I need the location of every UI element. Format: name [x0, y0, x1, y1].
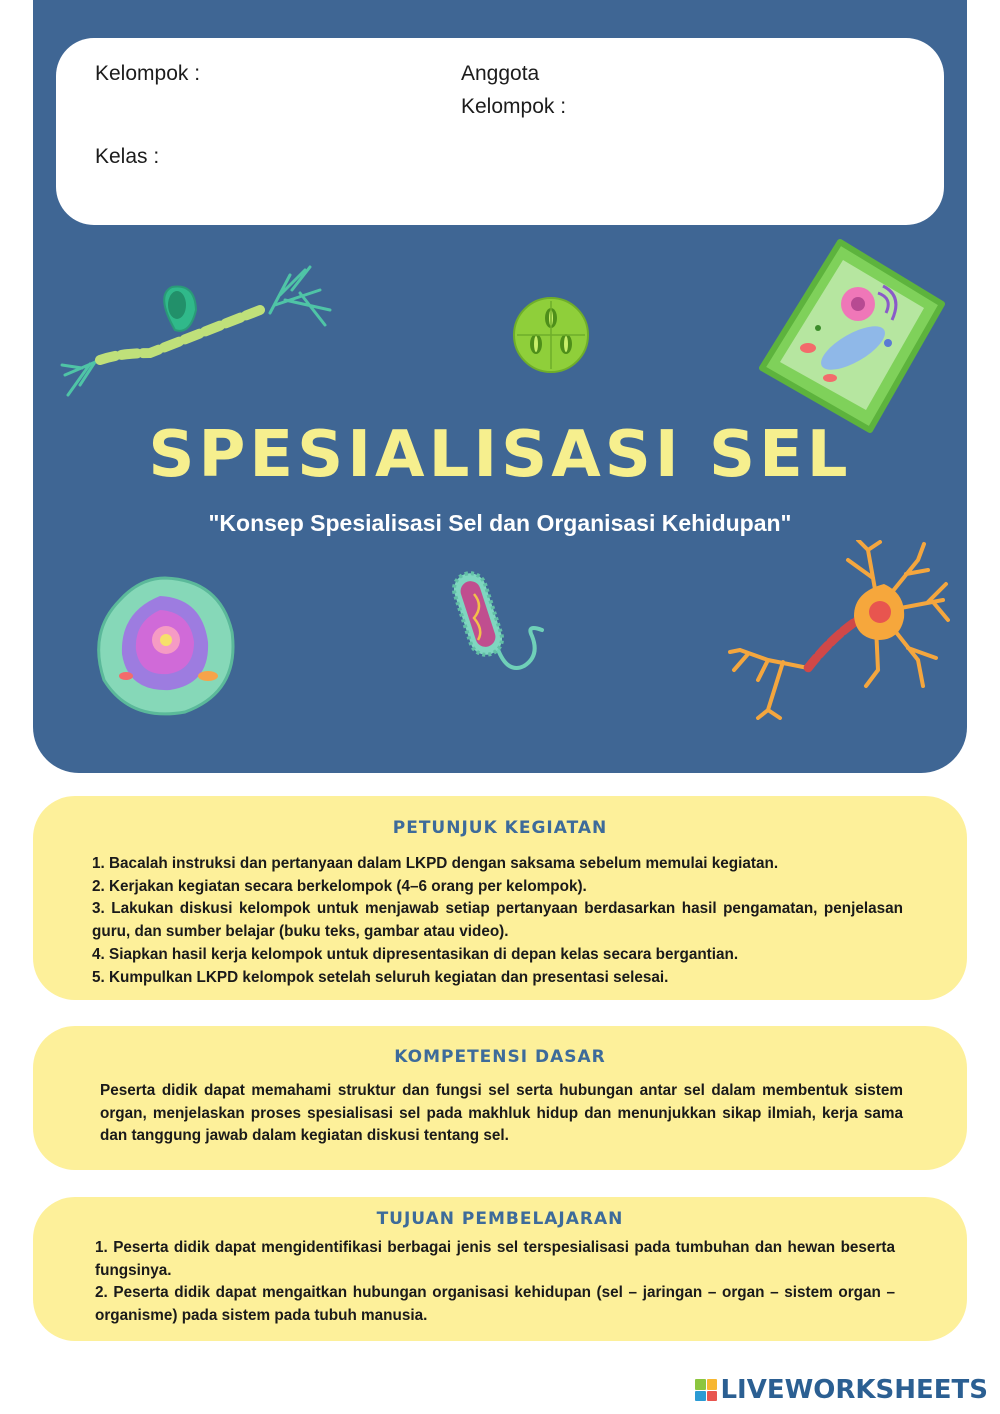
list-item: 1. Peserta didik dapat mengidentifikasi berbagai jenis sel terspesialisasi pada tumbuhan dan hewan beserta fungsinya.	[95, 1239, 895, 1279]
list-item: 3. Lakukan diskusi kelompok untuk menjawab setiap pertanyaan berdasarkan hasil pengamatan, penjelasan guru, dan sumber belajar (buku teks, gambar atau video).	[92, 900, 903, 941]
list-item: 4. Siapkan hasil kerja kelompok untuk dipresentasikan di depan kelas secara bergantian.	[92, 945, 739, 963]
members-label-line1: Anggota	[461, 62, 540, 85]
neuron-cell-icon	[60, 265, 340, 415]
instructions-heading: PETUNJUK KEGIATAN	[392, 818, 608, 838]
objectives-heading: TUJUAN PEMBELAJARAN	[376, 1209, 624, 1229]
animal-cell-icon	[90, 572, 240, 722]
class-label: Kelas :	[95, 145, 160, 168]
list-item: 5. Kumpulkan LKPD kelompok setelah seluruh kegiatan dan presentasi selesai.	[92, 968, 669, 986]
liveworksheets-brand[interactable]	[695, 1374, 988, 1406]
plant-cell-icon	[758, 238, 948, 434]
list-item: 1. Bacalah instruksi dan pertanyaan dalam LKPD dengan saksama sebelum memulai kegiatan.	[92, 855, 779, 872]
page-title: SPESIALISASI SEL	[148, 418, 852, 492]
nerve-cell-icon	[728, 540, 950, 720]
group-label: Kelompok :	[95, 62, 201, 85]
competency-heading: KOMPETENSI DASAR	[394, 1047, 606, 1067]
members-label-line2: Kelompok :	[461, 95, 567, 118]
objectives-list	[95, 1237, 895, 1328]
page-subtitle: "Konsep Spesialisasi Sel dan Organisasi Kehidupan"	[208, 510, 792, 536]
brand-name: LIVEWORKSHEETS	[720, 1375, 988, 1405]
list-item: 2. Kerjakan kegiatan secara berkelompok (4–6 orang per kelompok).	[92, 877, 587, 895]
liveworksheets-logo-icon	[695, 1379, 717, 1401]
objectives-box	[33, 1197, 967, 1341]
student-info-card	[56, 38, 944, 225]
list-item: 2. Peserta didik dapat mengaitkan hubungan organisasi kehidupan (sel – jaringan – organ – sistem organ – organisme) pada sistem pada tubuh manusia.	[95, 1284, 895, 1325]
competency-box	[33, 1026, 967, 1170]
bacteria-icon	[436, 570, 556, 682]
instructions-box	[33, 796, 967, 1000]
plant-stomata-icon	[512, 296, 590, 374]
instructions-list	[92, 853, 903, 989]
competency-text	[100, 1080, 903, 1148]
competency-paragraph: Peserta didik dapat memahami struktur dan fungsi sel serta hubungan antar sel dalam membentuk sistem organ, menjelaskan proses spesialisasi sel pada makhluk hidup dan menunjukkan sikap ilmiah, kerja sama dan tanggung jawab dalam kegiatan diskusi tentang sel.	[100, 1082, 903, 1145]
